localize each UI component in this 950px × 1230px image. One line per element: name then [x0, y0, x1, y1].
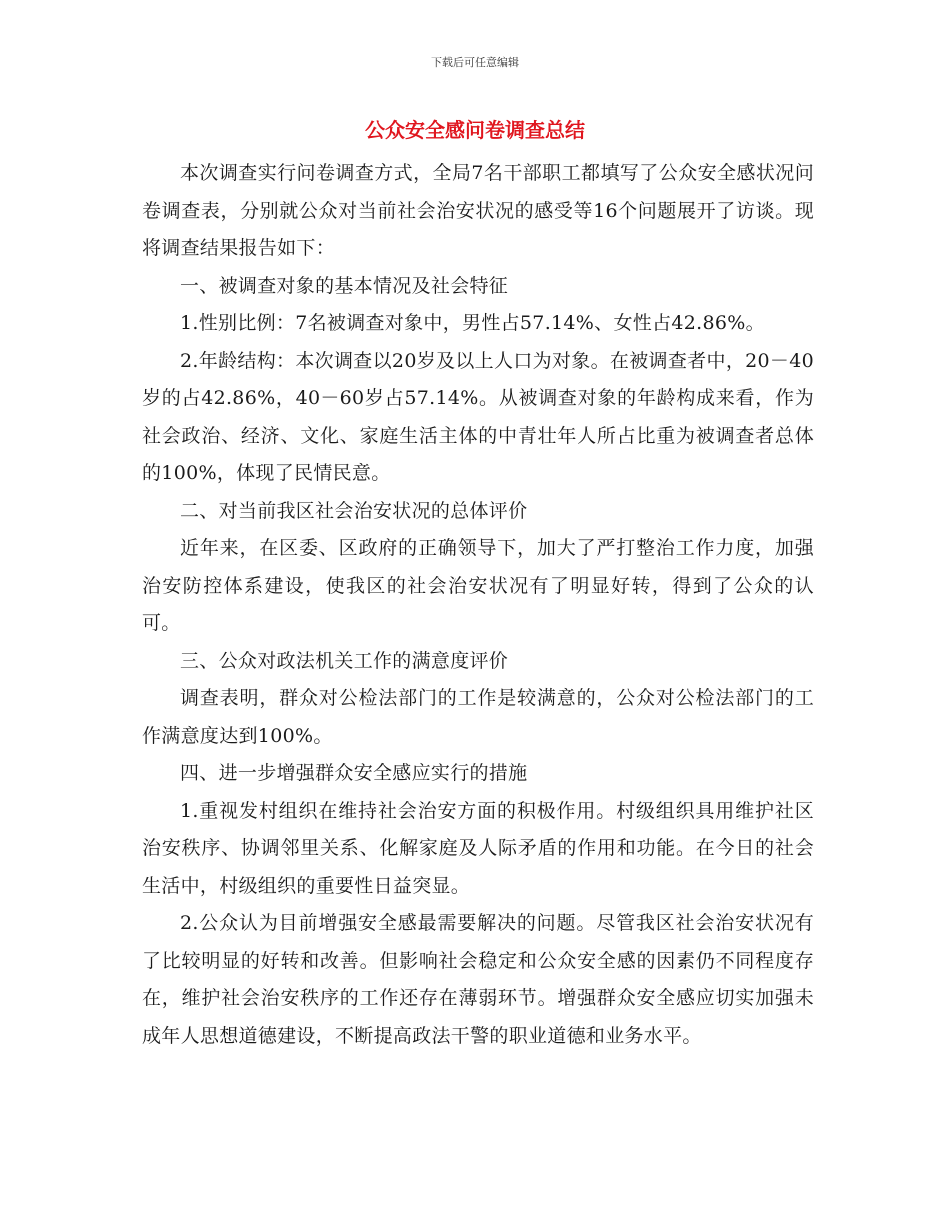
- paragraph-overall-evaluation: 近年来，在区委、区政府的正确领导下，加大了严打整治工作力度，加强治安防控体系建设，使我区的社会治安状况有了明显好转，得到了公众的认可。: [142, 537, 814, 634]
- section-heading-2: 二、对当前我区社会治安状况的总体评价: [180, 499, 528, 522]
- paragraph-satisfaction: 调查表明，群众对公检法部门的工作是较满意的，公众对公检法部门的工作满意度达到100%。: [142, 687, 814, 747]
- paragraph-age-structure: 2.年龄结构：本次调查以20岁及以上人口为对象。在被调查者中，20－40岁的占42.86%，40－60岁占57.14%。从被调查对象的年龄构成来看，作为社会政治、经济、文化、家庭生活主体的中青壮年人所占比重为被调查者总体的100%，体现了民情民意。: [142, 349, 814, 484]
- section-heading-1: 一、被调查对象的基本情况及社会特征: [180, 274, 509, 297]
- section-heading-3: 三、公众对政法机关工作的满意度评价: [180, 649, 509, 672]
- paragraph-measure-2: 2.公众认为目前增强安全感最需要解决的问题。尽管我区社会治安状况有了比较明显的好转和改善。但影响社会稳定和公众安全感的因素仍不同程度存在，维护社会治安秩序的工作还存在薄弱环节。增强群众安全感应切实加强未成年人思想道德建设，不断提高政法干警的职业道德和业务水平。: [142, 912, 814, 1047]
- paragraph-intro: 本次调查实行问卷调查方式，全局7名干部职工都填写了公众安全感状况问卷调查表，分别就公众对当前社会治安状况的感受等16个问题展开了访谈。现将调查结果报告如下：: [142, 162, 814, 259]
- section-heading-4: 四、进一步增强群众安全感应实行的措施: [180, 762, 528, 784]
- document-title: 公众安全感问卷调查总结: [365, 118, 585, 142]
- paragraph-gender-ratio: 1.性别比例：7名被调查对象中，男性占57.14%、女性占42.86%。: [180, 312, 765, 334]
- document-body: [142, 155, 814, 1055]
- paragraph-measure-1: 1.重视发村组织在维持社会治安方面的积极作用。村级组织具用维护社区治安秩序、协调邻里关系、化解家庭及人际矛盾的作用和功能。在今日的社会生活中，村级组织的重要性日益突显。: [142, 799, 814, 897]
- page-header-note: 下载后可任意编辑: [431, 56, 519, 69]
